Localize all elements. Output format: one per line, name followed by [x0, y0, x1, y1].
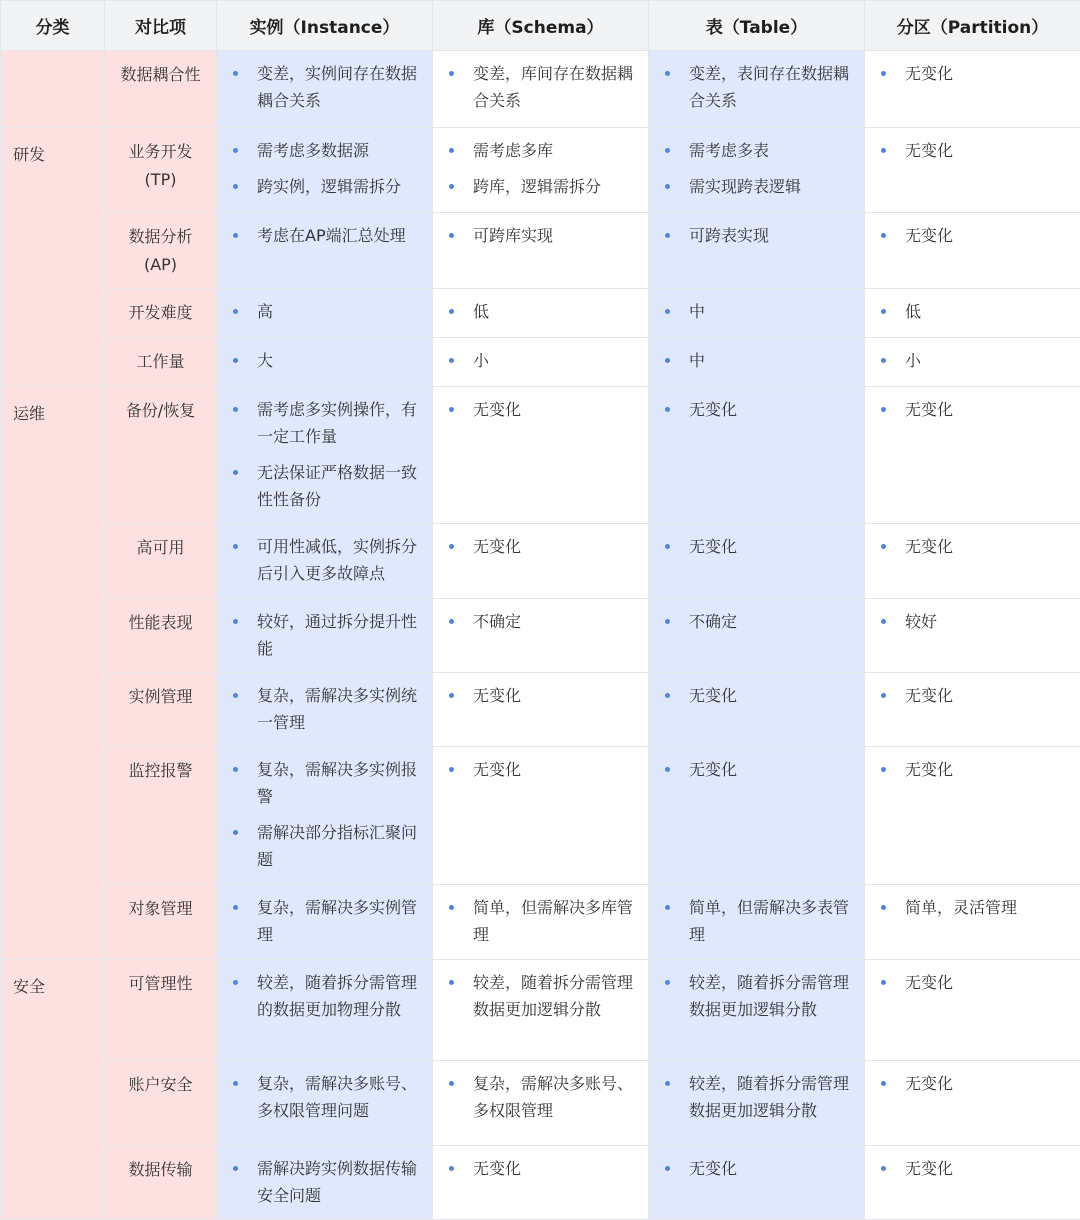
bullet-list	[433, 213, 648, 259]
bullet-list	[865, 289, 1080, 335]
table-row	[1, 51, 1080, 128]
schema-cell	[433, 960, 649, 1061]
schema-cell	[433, 289, 649, 338]
bullet-list	[217, 599, 432, 672]
bullet-list	[649, 1146, 864, 1192]
schema-cell	[433, 524, 649, 599]
item-cell	[105, 1146, 217, 1220]
bullet-list	[865, 1146, 1080, 1192]
bullet-item: 可跨表实现	[663, 222, 852, 249]
item-label: 数据传输	[128, 1160, 193, 1179]
item-cell	[105, 524, 217, 599]
bullet-item: 复杂，需解决多实例统一管理	[231, 682, 420, 736]
item-label: 性能表现	[128, 613, 193, 632]
bullet-list	[649, 673, 864, 719]
bullet-item: 简单，但需解决多库管理	[447, 894, 636, 948]
bullet-list	[217, 338, 432, 384]
category-cell	[1, 387, 105, 960]
bullet-list	[217, 289, 432, 335]
instance-cell	[217, 338, 433, 387]
table-cell	[649, 960, 865, 1061]
bullet-list	[433, 387, 648, 433]
item-cell	[105, 885, 217, 960]
partition-cell	[865, 1061, 1080, 1146]
bullet-item: 可跨库实现	[447, 222, 636, 249]
bullet-list	[649, 524, 864, 570]
bullet-list	[433, 747, 648, 793]
table-cell	[649, 599, 865, 673]
bullet-item: 可用性减低，实例拆分后引入更多故障点	[231, 533, 420, 587]
bullet-item: 无变化	[663, 682, 852, 709]
header-schema: 库（Schema）	[433, 1, 649, 51]
table-row	[1, 524, 1080, 599]
bullet-list	[865, 1061, 1080, 1107]
header-category: 分类	[1, 1, 105, 51]
table-cell	[649, 51, 865, 128]
bullet-list	[433, 338, 648, 384]
item-label: 可管理性	[128, 974, 193, 993]
instance-cell	[217, 673, 433, 747]
table-cell	[649, 387, 865, 524]
bullet-item: 复杂，需解决多实例管理	[231, 894, 420, 948]
partition-cell	[865, 51, 1080, 128]
item-label: 数据分析(AP)	[128, 227, 193, 274]
schema-cell	[433, 673, 649, 747]
bullet-list	[865, 960, 1080, 1006]
category-label: 运维	[13, 404, 46, 423]
item-label: 数据耦合性	[120, 65, 201, 84]
bullet-item: 大	[231, 347, 420, 374]
bullet-item: 低	[447, 298, 636, 325]
bullet-item: 较差，随着拆分需管理数据更加逻辑分散	[447, 969, 636, 1023]
instance-cell	[217, 128, 433, 213]
bullet-item: 无变化	[879, 969, 1068, 996]
bullet-item: 低	[879, 298, 1068, 325]
bullet-list	[217, 51, 432, 124]
table-row	[1, 885, 1080, 960]
category-label: 安全	[13, 977, 46, 996]
item-cell	[105, 673, 217, 747]
item-label: 工作量	[136, 352, 185, 371]
item-label: 高可用	[136, 538, 185, 557]
partition-cell	[865, 213, 1080, 289]
bullet-item: 较好，通过拆分提升性能	[231, 608, 420, 662]
bullet-item: 复杂，需解决多账号、多权限管理	[447, 1070, 636, 1124]
schema-cell	[433, 1061, 649, 1146]
item-label: 实例管理	[128, 687, 193, 706]
bullet-list	[865, 673, 1080, 719]
bullet-list	[217, 673, 432, 746]
item-cell	[105, 213, 217, 289]
bullet-list	[649, 747, 864, 793]
bullet-list	[433, 524, 648, 570]
bullet-list	[217, 1061, 432, 1134]
partition-cell	[865, 289, 1080, 338]
bullet-item: 简单，灵活管理	[879, 894, 1068, 921]
bullet-list	[865, 338, 1080, 384]
bullet-list	[217, 387, 432, 523]
bullet-item: 不确定	[663, 608, 852, 635]
bullet-item: 无变化	[447, 756, 636, 783]
item-cell	[105, 1061, 217, 1146]
bullet-item: 高	[231, 298, 420, 325]
bullet-list	[217, 885, 432, 958]
bullet-item: 较差，随着拆分需管理的数据更加物理分散	[231, 969, 420, 1023]
header-partition: 分区（Partition）	[865, 1, 1080, 51]
bullet-list	[865, 524, 1080, 570]
bullet-list	[865, 599, 1080, 645]
category-label: 研发	[13, 145, 46, 164]
partition-cell	[865, 128, 1080, 213]
bullet-list	[433, 1061, 648, 1134]
table-row	[1, 128, 1080, 213]
bullet-item: 无变化	[879, 1155, 1068, 1182]
table-row	[1, 213, 1080, 289]
instance-cell	[217, 524, 433, 599]
bullet-item: 较差，随着拆分需管理数据更加逻辑分散	[663, 1070, 852, 1124]
bullet-item: 变差，库间存在数据耦合关系	[447, 60, 636, 114]
instance-cell	[217, 1146, 433, 1220]
bullet-item: 需实现跨表逻辑	[663, 173, 852, 200]
partition-cell	[865, 387, 1080, 524]
bullet-item: 需考虑多实例操作，有一定工作量	[231, 396, 420, 450]
bullet-item: 较好	[879, 608, 1068, 635]
bullet-list	[649, 960, 864, 1033]
instance-cell	[217, 51, 433, 128]
item-cell	[105, 128, 217, 213]
bullet-item: 小	[447, 347, 636, 374]
schema-cell	[433, 599, 649, 673]
category-cell	[1, 128, 105, 387]
bullet-item: 变差，实例间存在数据耦合关系	[231, 60, 420, 114]
header-table: 表（Table）	[649, 1, 865, 51]
bullet-item: 小	[879, 347, 1068, 374]
table-row	[1, 673, 1080, 747]
bullet-item: 变差，表间存在数据耦合关系	[663, 60, 852, 114]
item-label: 备份/恢复	[125, 401, 196, 420]
instance-cell	[217, 1061, 433, 1146]
bullet-list	[217, 960, 432, 1033]
bullet-list	[649, 289, 864, 335]
bullet-list	[217, 747, 432, 883]
bullet-item: 无变化	[879, 1070, 1068, 1097]
bullet-item: 复杂，需解决多账号、多权限管理问题	[231, 1070, 420, 1124]
table-body	[1, 51, 1080, 1220]
item-cell	[105, 51, 217, 128]
bullet-item: 无变化	[879, 533, 1068, 560]
bullet-item: 需解决跨实例数据传输安全问题	[231, 1155, 420, 1209]
instance-cell	[217, 960, 433, 1061]
schema-cell	[433, 885, 649, 960]
header-item: 对比项	[105, 1, 217, 51]
item-label: 对象管理	[128, 899, 193, 918]
bullet-item: 跨库，逻辑需拆分	[447, 173, 636, 200]
partition-cell	[865, 524, 1080, 599]
table-row	[1, 960, 1080, 1061]
instance-cell	[217, 747, 433, 885]
table-cell	[649, 213, 865, 289]
item-label: 账户安全	[128, 1075, 193, 1094]
bullet-item: 无变化	[879, 222, 1068, 249]
table-row	[1, 747, 1080, 885]
bullet-list	[865, 747, 1080, 793]
bullet-item: 不确定	[447, 608, 636, 635]
instance-cell	[217, 599, 433, 673]
bullet-list	[217, 1146, 432, 1219]
item-label: 监控报警	[128, 761, 193, 780]
item-label: 开发难度	[128, 303, 193, 322]
instance-cell	[217, 289, 433, 338]
schema-cell	[433, 747, 649, 885]
partition-cell	[865, 885, 1080, 960]
bullet-item: 需解决部分指标汇聚问题	[231, 819, 420, 873]
item-cell	[105, 747, 217, 885]
bullet-list	[649, 599, 864, 645]
bullet-item: 无变化	[879, 396, 1068, 423]
bullet-list	[433, 1146, 648, 1192]
bullet-item: 无变化	[663, 1155, 852, 1182]
bullet-item: 无变化	[663, 756, 852, 783]
bullet-list	[217, 524, 432, 597]
table-cell	[649, 1061, 865, 1146]
bullet-item: 中	[663, 298, 852, 325]
table-row	[1, 599, 1080, 673]
instance-cell	[217, 387, 433, 524]
bullet-item: 考虑在AP端汇总处理	[231, 222, 420, 249]
instance-cell	[217, 885, 433, 960]
partition-cell	[865, 599, 1080, 673]
bullet-item: 无变化	[879, 60, 1068, 87]
header-row	[1, 1, 1080, 51]
schema-cell	[433, 1146, 649, 1220]
item-cell	[105, 338, 217, 387]
bullet-list	[649, 338, 864, 384]
item-label: 业务开发(TP)	[128, 142, 193, 189]
partition-cell	[865, 673, 1080, 747]
instance-cell	[217, 213, 433, 289]
bullet-list	[433, 128, 648, 210]
category-cell	[1, 960, 105, 1220]
schema-cell	[433, 51, 649, 128]
bullet-item: 无变化	[447, 533, 636, 560]
table-cell	[649, 673, 865, 747]
bullet-item: 无变化	[879, 137, 1068, 164]
partition-cell	[865, 338, 1080, 387]
bullet-item: 无变化	[879, 756, 1068, 783]
bullet-item: 复杂，需解决多实例报警	[231, 756, 420, 810]
bullet-list	[649, 51, 864, 124]
bullet-item: 无变化	[447, 1155, 636, 1182]
schema-cell	[433, 213, 649, 289]
bullet-item: 简单，但需解决多表管理	[663, 894, 852, 948]
table-row	[1, 1061, 1080, 1146]
bullet-list	[217, 213, 432, 259]
bullet-list	[433, 289, 648, 335]
bullet-item: 无法保证严格数据一致性性备份	[231, 459, 420, 513]
bullet-list	[865, 885, 1080, 931]
bullet-list	[433, 51, 648, 124]
item-cell	[105, 599, 217, 673]
schema-cell	[433, 338, 649, 387]
bullet-list	[865, 51, 1080, 97]
table-row	[1, 1146, 1080, 1220]
bullet-item: 无变化	[447, 682, 636, 709]
table-cell	[649, 338, 865, 387]
partition-cell	[865, 747, 1080, 885]
partition-cell	[865, 960, 1080, 1061]
category-cell	[1, 51, 105, 128]
table-row	[1, 338, 1080, 387]
bullet-list	[433, 960, 648, 1033]
table-cell	[649, 747, 865, 885]
bullet-item: 中	[663, 347, 852, 374]
bullet-item: 需考虑多库	[447, 137, 636, 164]
schema-cell	[433, 128, 649, 213]
bullet-item: 无变化	[447, 396, 636, 423]
bullet-list	[433, 885, 648, 958]
bullet-item: 较差，随着拆分需管理数据更加逻辑分散	[663, 969, 852, 1023]
bullet-list	[217, 128, 432, 210]
table-row	[1, 387, 1080, 524]
schema-cell	[433, 387, 649, 524]
bullet-list	[865, 387, 1080, 433]
bullet-list	[865, 213, 1080, 259]
bullet-item: 需考虑多数据源	[231, 137, 420, 164]
bullet-list	[649, 213, 864, 259]
header-instance: 实例（Instance）	[217, 1, 433, 51]
bullet-list	[865, 128, 1080, 174]
table-cell	[649, 128, 865, 213]
bullet-item: 需考虑多表	[663, 137, 852, 164]
item-cell	[105, 960, 217, 1061]
table-cell	[649, 885, 865, 960]
bullet-item: 跨实例，逻辑需拆分	[231, 173, 420, 200]
bullet-item: 无变化	[879, 682, 1068, 709]
bullet-item: 无变化	[663, 396, 852, 423]
partition-cell	[865, 1146, 1080, 1220]
table-row	[1, 289, 1080, 338]
bullet-item: 无变化	[663, 533, 852, 560]
item-cell	[105, 289, 217, 338]
item-cell	[105, 387, 217, 524]
table-cell	[649, 524, 865, 599]
bullet-list	[649, 128, 864, 210]
bullet-list	[649, 885, 864, 958]
bullet-list	[433, 599, 648, 645]
table-cell	[649, 289, 865, 338]
bullet-list	[649, 387, 864, 433]
bullet-list	[433, 673, 648, 719]
table-cell	[649, 1146, 865, 1220]
bullet-list	[649, 1061, 864, 1134]
